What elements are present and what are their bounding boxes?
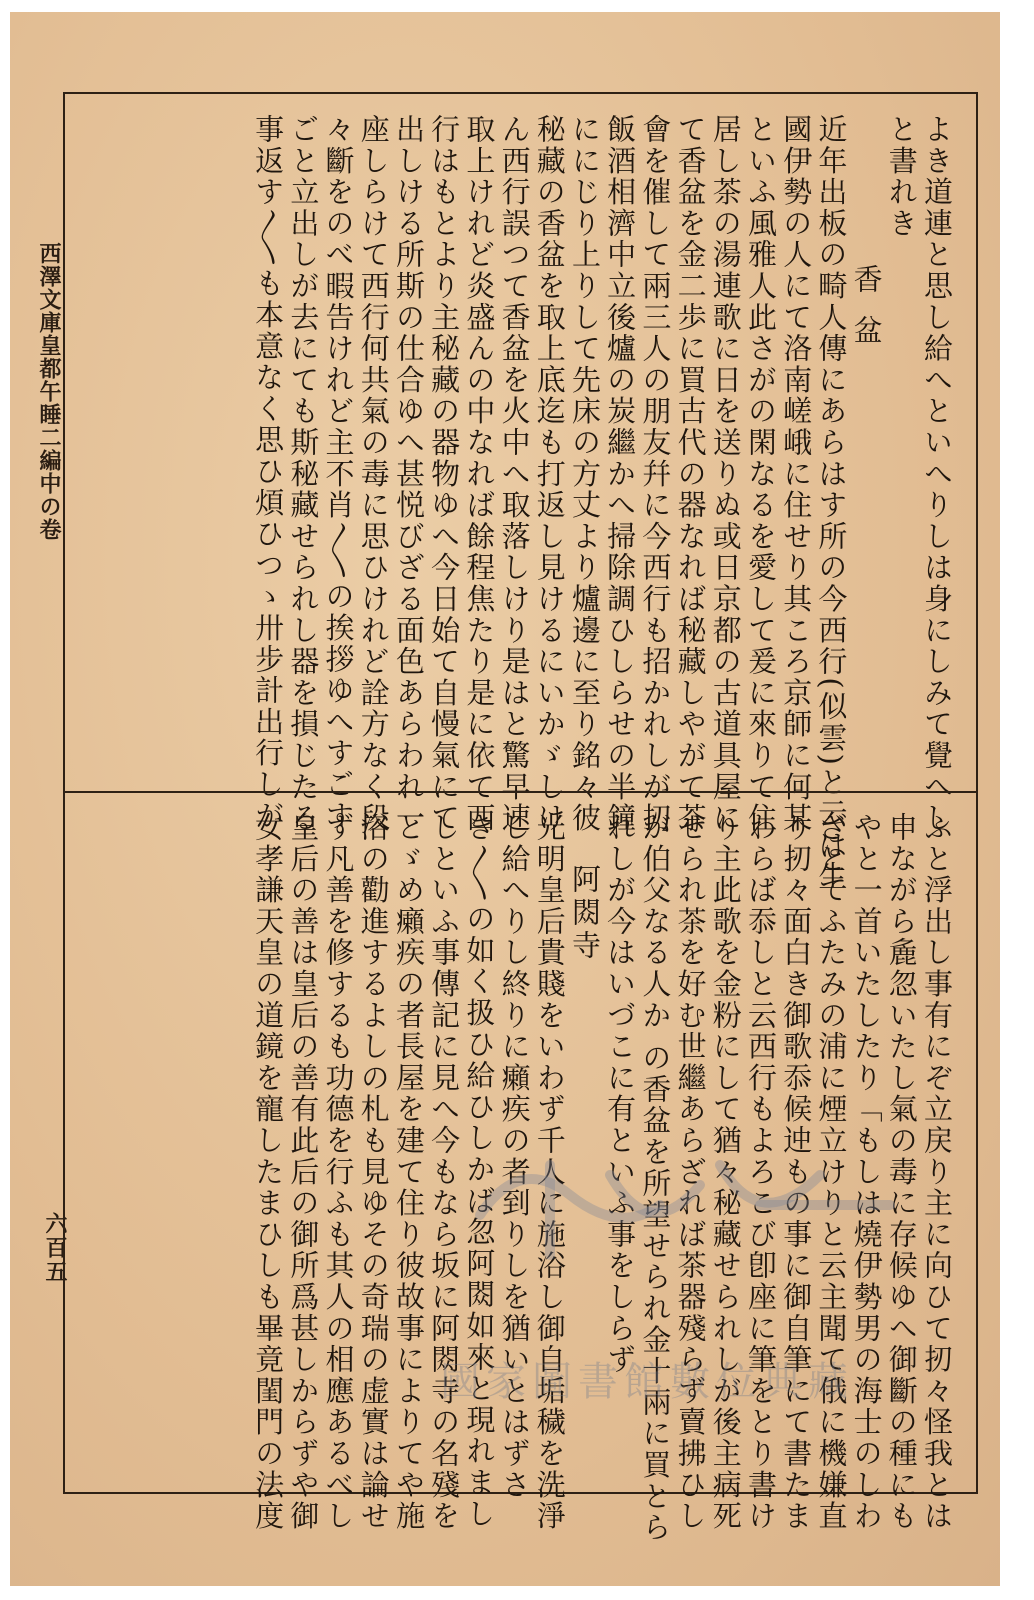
text-column: 取上けれど炎盛んの中なれば餘程焦たり是に依て西 — [462, 114, 497, 834]
text-column: ん西行誤つて香盆を火中へ取落しけり是はと驚早速 — [497, 114, 532, 834]
text-column: ににじり上りして先床の方丈より爐邊に至り銘々彼 — [567, 114, 602, 834]
text-column: ごと立出しが去にても斯秘藏せられし器を損じたる — [286, 114, 321, 834]
text-column: 浴の勸進するよしの札も見ゆその奇瑞の虚實は論せ — [356, 812, 391, 1532]
text-column: ず凡善を修するも功德を行ふも其人の相應あるべし — [321, 812, 356, 1532]
middle-divider — [65, 791, 976, 793]
text-column: 國伊勢の人にて洛南嵯峨に住せり其ころ京師に何某 — [779, 114, 814, 834]
text-column: が伯父なる人か の香盆を所望せられ金十兩に買とら — [638, 812, 673, 1544]
text-column: 々斷をのべ暇告けれど主不肖〳〵の挨拶ゆへすごす — [321, 114, 356, 832]
text-column: 出しける所斯の仕合ゆへ甚悦びざる面色あらわれ一 — [391, 114, 426, 834]
text-column: せられ茶を好む世繼あらざれば茶器殘らず賣拂ひし — [673, 812, 708, 1532]
text-frame — [63, 92, 978, 1544]
text-column: しといふ事傳記に見へ今もなら坂に阿閦寺の名殘を — [427, 812, 462, 1532]
running-title: 西澤文庫皇都午睡二編中の卷 — [36, 242, 62, 541]
text-column: て香盆を金二歩に買古代の器なれば秘藏しやがて茶 — [673, 114, 708, 834]
text-column: し給へりし終りに癩疾の者到りしを猶いとはずさ — [497, 812, 532, 1501]
text-column: 女孝謙天皇の道鏡を寵したまひしも畢竟閨門の法度 — [251, 812, 286, 1532]
upper-text-block — [250, 114, 954, 893]
text-column: ざとてふたみの浦に煙立けりと云主聞て俄に機嫌直 — [814, 812, 849, 1532]
text-column: 飯酒相濟中立後爐の炭繼かへ掃除調ひしらせの半鐘 — [603, 114, 638, 834]
text-column: き〳〵の如く扱ひ給ひしかば忽阿閦如來と現れまし — [462, 812, 497, 1530]
text-column: といふ風雅人此さがの閑なるを愛して爰に來りて住 — [743, 114, 778, 834]
text-column: わらば忝しと云西行もよろこび卽座に筆をとり書け — [743, 812, 778, 1532]
page-number: 六百五 — [42, 1212, 68, 1284]
text-column: 居し茶の湯連歌に日を送りぬ或日京都の古道具屋に — [708, 114, 743, 834]
text-column: とゞめ癩疾の者長屋を建て住り彼故事によりてや施 — [391, 812, 426, 1532]
text-column: 事返す〳〵も本意なく思ひ煩ひつゝ卅步計出行しが — [251, 114, 286, 832]
text-column: 光明皇后貴賤をいわず千人に施浴し御自垢穢を洗淨 — [532, 812, 567, 1532]
text-column: よき道連と思し給へといへりしは身にしみて覺へし — [920, 114, 954, 834]
text-column: ふと浮出し事有にぞ立戻り主に向ひて扨々怪我とは — [920, 812, 954, 1532]
text-column: り扨々面白き御歌忝候迚もの事に御自筆にて書たま — [779, 812, 814, 1532]
text-column: と書れき — [884, 114, 919, 240]
text-column: やと一首いたしたり「もしは燒伊勢男の海士のしわ — [849, 812, 884, 1532]
text-column: 皇后の善は皇后の善有此后の御所爲甚しからずや御 — [286, 812, 321, 1532]
section-heading-ashukuji: 阿閦寺 — [567, 864, 602, 963]
text-column: 申ながら麁忽いたし氣の毒に存候ゆへ御斷の種にも — [884, 812, 919, 1532]
text-column: 會を催して兩三人の朋友幷に今西行も招かれしが扨 — [638, 114, 673, 834]
text-column: 秘藏の香盆を取上底迄も打返し見けるにいかゞしけ — [532, 114, 567, 834]
section-heading-kobon: 香盆 — [849, 264, 884, 366]
text-column: れしが今はいづこに有といふ事をしらず — [603, 812, 638, 1376]
text-column: り主此歌を金粉にして猶々秘藏せられしが後主病死 — [708, 812, 743, 1532]
text-column: 行はもとより主秘藏の器物ゆへ今日始て自慢氣にて — [427, 114, 462, 834]
library-watermark-text: 國家圖書館數位典藏 — [440, 1359, 854, 1405]
text-column: 座しらけて西行何共氣の毒に思ひけれど詮方なく段 — [356, 114, 391, 834]
text-column: 近年出板の畸人傳にあらはす所の今西行(似雲)と云は生 — [814, 114, 849, 893]
